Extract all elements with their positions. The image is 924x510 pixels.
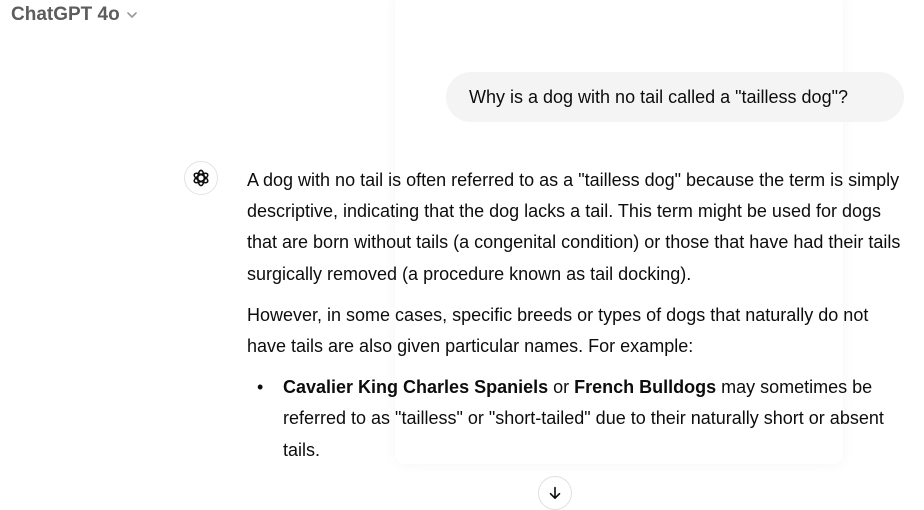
list-item-text: may sometimes be referred to as "tailless" or "short-tailed" due to their naturally short or absent tails. [283,377,884,460]
openai-logo-icon [184,161,218,195]
bullet-dot: • [257,377,264,398]
model-name: ChatGPT 4o [11,4,120,25]
chevron-down-icon [126,9,138,21]
connector-text: or [548,377,575,398]
user-message-bubble [446,72,904,122]
model-selector[interactable] [11,2,138,28]
arrow-down-icon [547,485,563,501]
list-item [257,372,905,466]
assistant-bullet-list [247,372,905,466]
user-message-text: Why is a dog with no tail called a "tailless dog"? [469,86,848,107]
scroll-to-bottom-button[interactable] [538,476,572,510]
assistant-message [247,165,905,466]
breed-name-1: Cavalier King Charles Spaniels [283,377,549,398]
assistant-paragraph-1: A dog with no tail is often referred to as a "tailless dog" because the term is simply descriptive, indicating that the dog lacks a tail. This term might be used for dogs that are born without tails (a congenital condition) or those that have had their tails surgically removed (a procedure known as tail docking). [247,170,901,284]
breed-name-2: French Bulldogs [574,377,717,398]
assistant-paragraph-2: However, in some cases, specific breeds or types of dogs that naturally do not have tails are also given particular names. For example: [247,304,869,357]
